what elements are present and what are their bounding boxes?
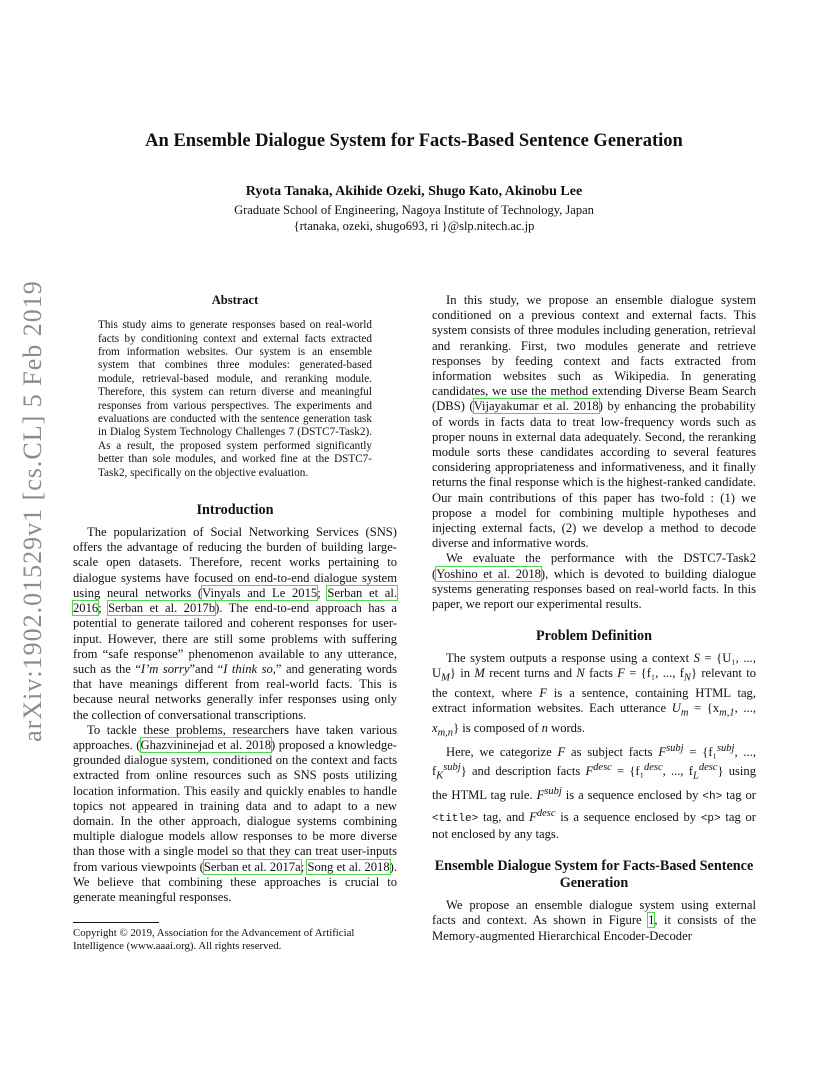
arxiv-stamp-text: arXiv:1902.01529v1 [cs.CL] 5 Feb 2019 <box>18 280 47 742</box>
intro-paragraph-2: To tackle these problems, researchers have taken various approaches. (Ghazvininejad et al. 2018) proposed a knowledge-grounded dialogue system, conditioned on the context and facts extracted from online resources such as SNS posts utilizing location information. This easily and quickly enables to handle topics not appeared in training data and to adapt to a new domain. In the other approach, dialogue systems combining multiple dialogue models allow responses to be more diverse than those with a single model so that they can treat user-inputs from various viewpoints (Serban et al. 2017a; Song et al. 2018). We believe that combining these approaches is crucial to generate meaningful responses. <box>73 722 397 904</box>
ensemble-paragraph-1: We propose an ensemble dialogue system using external facts and context. As shown in Figure 1, it consists of the Memory-augmented Hierarchical Encoder-Decoder <box>432 898 756 943</box>
problem-paragraph-1: The system outputs a response using a context S = {U₁, ..., $U_M$} in M recent turns and N facts F = {f₁, ..., $f_N$} relevant to the context, where F is a sentence, containing HTML tag, extract information websites. Each utterance $U_m = \{x_{m,1}$, ..., $x_{m,n}$} is composed of n words. <box>432 651 757 739</box>
introduction-heading: Introduction <box>196 502 274 519</box>
citation-link[interactable]: Vinyals and Le 2015 <box>202 585 318 600</box>
author-emails: {rtanaka, ozeki, shugo693, ri }@slp.nitech.ac.jp <box>293 219 535 233</box>
citation-link[interactable]: Serban et al. 2017b <box>108 601 216 616</box>
intro-paragraph-4: We evaluate the performance with the DSTC7-Task2 (Yoshino et al. 2018), which is devoted to building dialogue systems generating responses based on real-world facts. In this paper, we report our experimental results. <box>432 551 756 612</box>
abstract-text: This study aims to generate responses based on real-world facts by conditioning context and external facts extracted from information websites. Our system is an ensemble system that combines three modules: generated-based module, retrieval-based module, and reranking module. Therefore, this system can return diverse and meaningful responses from various perspectives. The experiments and evaluations are conducted with the sentence generation task in Dialog System Technology Challenges 7 (DSTC7-Task2). As a result, the proposed system performed significantly better than sole modules, and worked fine at the DSTC7-Task2, specifically on the objective evaluation. <box>98 319 372 479</box>
left-column <box>73 293 397 905</box>
citation-link[interactable]: Serban et al. 2017a <box>203 859 301 874</box>
footnote-rule <box>73 922 159 923</box>
citation-link[interactable]: Ghazvininejad et al. 2018 <box>140 737 272 752</box>
citation-link[interactable]: Yoshino et al. 2018 <box>436 566 541 581</box>
citation-link[interactable]: Song et al. 2018 <box>307 859 390 874</box>
problem-definition-heading: Problem Definition <box>536 628 652 645</box>
citation-link[interactable]: Vijayakumar et al. 2018 <box>473 399 599 414</box>
ensemble-system-heading: Ensemble Dialogue System for Facts-Based Sentence Generation <box>434 858 754 892</box>
figure-link[interactable]: 1 <box>648 913 655 928</box>
paper-title: An Ensemble Dialogue System for Facts-Based Sentence Generation <box>145 131 683 151</box>
footnote-text: Copyright © 2019, Association for the Advancement of Artificial Intelligence (www.aaai.org). All rights reserved. <box>73 927 355 952</box>
affiliation: Graduate School of Engineering, Nagoya Institute of Technology, Japan <box>234 203 594 217</box>
copyright-footnote <box>73 922 397 953</box>
abstract-heading: Abstract <box>211 293 259 307</box>
intro-paragraph-1: The popularization of Social Networking Services (SNS) offers the advantage of reducing the burden of building large-scale open datasets. Therefore, recent works pertaining to dialogue systems have focused on end-to-end dialogue system using neural networks (Vinyals and Le 2015; Serban et al. 2016; Serban et al. 2017b). The end-to-end approach has a potential to generate tailored and coherent responses for user-input. However, there are still some problems with suffering from “safe response” phenomenon available to any utterance, such as the “I’m sorry”and “I think so,” and generating words that have meanings different from real-world facts. This is because neural networks generally infer responses using only the collection of conversational transcriptions. <box>73 525 397 722</box>
arxiv-stamp <box>8 280 58 742</box>
intro-paragraph-3: In this study, we propose an ensemble dialogue system conditioned on a previous context and external facts. This system consists of three modules including generation, retrieval and reranking. First, two modules generate and retrieve responses by feeding context and facts extracted from information websites such as Wikipedia. In generating candidates, we use the method extending Diverse Beam Search (DBS) (Vijayakumar et al. 2018) by enhancing the probability of words in facts data to treat low-frequency words such as proper nouns in external data adequately. Second, the reranking module sorts these candidates according to several features considering appropriateness and informativeness, and it finally returns the final response which is the highest-ranked candidate. Our main contributions of this paper has two-fold : (1) we propose a model for combining multiple hypotheses and injecting external facts, (2) we develop a method to decode diverse and informative words. <box>432 293 756 551</box>
problem-paragraph-2: Here, we categorize F as subject facts $F^{subj} = \{f_1^{subj}$, ..., $f_K^{subj}$} and description facts $F^{desc} = \{f_1^{desc}$, ..., $f_L^{desc}$} using the HTML tag rule. $F^{subj}$ is a sequence enclosed by <h> tag or <title> tag, and $F^{desc}$ is a sequence enclosed by <p> tag or not enclosed by any tags. <box>432 742 757 841</box>
citation-link[interactable]: Serban et al. 2016 <box>73 585 397 616</box>
right-column <box>432 293 756 944</box>
author-list: Ryota Tanaka, Akihide Ozeki, Shugo Kato, Akinobu Lee <box>245 184 583 199</box>
